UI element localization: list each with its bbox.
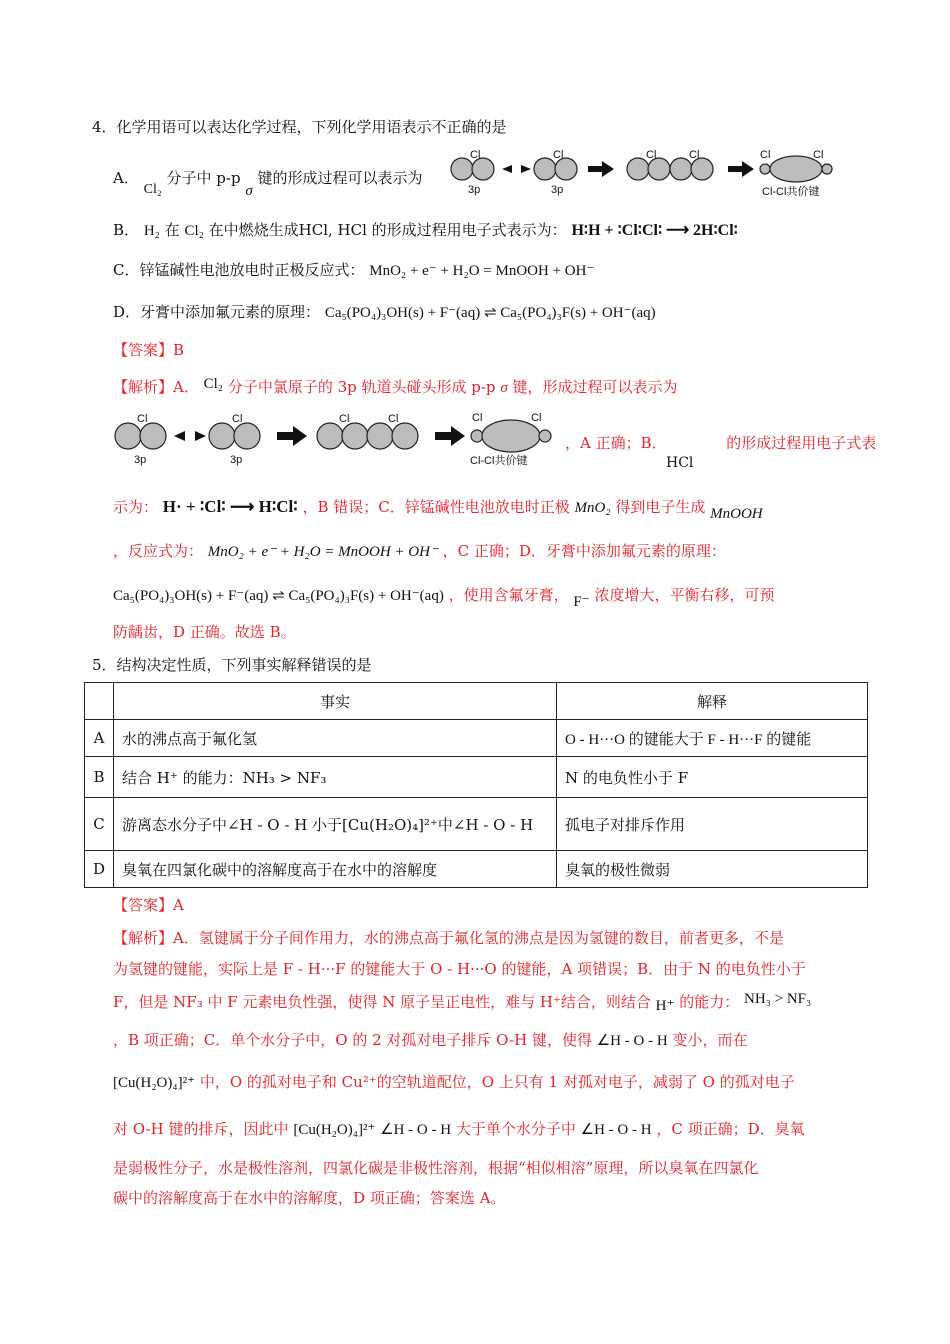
option-b-text2: 在中燃烧生成HCl, HCl 的形成过程用电子式表示为： (208, 221, 567, 239)
row-letter: C (85, 798, 114, 851)
a3-nh3-nf3: NH₃ > NF₃ (743, 991, 812, 1007)
facts-table (84, 682, 868, 888)
table-header-empty (85, 683, 114, 720)
arrow-2 (728, 161, 754, 177)
right-3p-orbital (534, 149, 577, 196)
analysis-orbital-diagram (112, 406, 562, 468)
a-cl-1: Cl (137, 413, 148, 425)
analysis-f-ion: F⁻ (573, 594, 590, 610)
a5-complex: [Cu(H₂O)₄]²⁺ (113, 1075, 196, 1091)
q4-option-b (113, 220, 738, 241)
cl2-formula: Cl₂ (143, 182, 162, 197)
q4-analysis-line1 (113, 377, 678, 398)
a-cl-2: Cl (232, 413, 243, 425)
option-c-label: C．锌锰碱性电池放电时正极反应式： (113, 261, 365, 279)
analysis-5a: ，使用含氟牙膏， (448, 586, 569, 604)
overlap-orbitals (627, 149, 713, 180)
analysis-3a: 示为： (113, 498, 159, 516)
a-sigma (470, 412, 551, 467)
row-fact: 结合 H⁺ 的能力：NH₃ > NF₃ (114, 757, 557, 798)
table-header-row (85, 683, 868, 720)
a-3p-1: 3p (134, 454, 147, 466)
q4-analysis-line2 (565, 433, 876, 453)
table-header-reason: 解释 (557, 683, 868, 720)
option-a-text2: 键的形成过程可以表示为 (257, 169, 423, 187)
q5-stem: 5．结构决定性质，下列事实解释错误的是 (92, 656, 372, 674)
analysis-2a: ，A 正确；B． (565, 434, 667, 452)
q5-analysis-line4 (113, 1030, 747, 1051)
q4-option-d (113, 302, 656, 323)
arrows-approach (502, 165, 531, 173)
sigma-symbol: σ (245, 183, 253, 199)
option-d-label: D．牙膏中添加氟元素的原理： (113, 303, 321, 321)
cl-label: Cl (470, 149, 481, 161)
sigma-bond-orbital (760, 149, 832, 198)
option-b-label: B． (113, 221, 140, 239)
analysis-4b: ，C 正确；D．牙膏中添加氟元素的原理： (442, 542, 726, 560)
a-cl-4: Cl (388, 413, 399, 425)
a6a: 对 O-H 键的排斥，因此中 (113, 1120, 289, 1138)
cl2-formula-b: Cl₂ (184, 223, 204, 239)
a6f: ，C 项正确；D．臭氧 (656, 1120, 805, 1138)
table-row (85, 798, 868, 851)
q5-analysis-line5 (113, 1072, 795, 1093)
q4-analysis-line6: 防龋齿，D 正确。故选 B。 (113, 623, 296, 641)
left-3p-orbital (451, 149, 494, 196)
analysis-equation-c: MnO₂ + e⁻ + H₂O = MnOOH + OH⁻ (207, 544, 438, 560)
row-letter: B (85, 757, 114, 798)
cl-label-2: Cl (553, 149, 564, 161)
orbital-label-2: 3p (551, 184, 564, 196)
q4-option-c (113, 260, 594, 281)
row-letter: A (85, 720, 114, 757)
q5-analysis-line1: 【解析】A．氢键属于分子间作用力，水的沸点高于氟化氢的沸点是因为氢键的数目，前者更多，不是 (113, 929, 784, 947)
analysis-3b: ，B 错误；C．锌锰碱性电池放电时正极 (302, 498, 570, 516)
analysis-1c: 分子中氯原子的 3p 轨道头碰头形成 p-p (227, 378, 496, 396)
a-bond-label: Cl-Cl共价键 (470, 455, 528, 467)
analysis-5c: 浓度增大，平衡右移，可预 (594, 586, 775, 604)
row-reason: 孤电子对排斥作用 (557, 798, 868, 851)
q5-analysis-line2: 为氢键的键能，实际上是 F - H···F 的键能大于 O - H···O 的键能，A 项错误；B．由于 N 的电负性小于 (113, 960, 806, 978)
q4-analysis-line5 (113, 585, 775, 610)
a3a: F，但是 NF₃ 中 F 元素电负性强，使得 N 原子呈正电性，难与 H⁺结合，则结合 (113, 993, 651, 1011)
analysis-hcl: HCl (666, 455, 694, 471)
electron-formula-b: H∶H + ∶Cl∶Cl∶ ⟶ 2H∶Cl∶ (571, 222, 738, 239)
analysis-1e: 键，形成过程可以表示为 (512, 378, 678, 396)
arrow-1 (588, 161, 614, 177)
row-fact: 臭氧在四氯化碳中的溶解度高于在水中的溶解度 (114, 851, 557, 888)
cl-label-3: Cl (646, 149, 657, 161)
row-fact: 水的沸点高于氟化氢 (114, 720, 557, 757)
q5-answer: 【答案】A (113, 896, 184, 914)
orbital-label: 3p (468, 184, 481, 196)
row-fact: 游离态水分子中∠H - O - H 小于[Cu(H₂O)₄]²⁺中∠H - O - H (114, 798, 557, 851)
a-3p-2: 3p (230, 454, 243, 466)
cl-label-4: Cl (689, 149, 700, 161)
table-header-fact: 事实 (114, 683, 557, 720)
analysis-sigma: σ (500, 380, 508, 396)
option-b-text1: 在 (164, 221, 180, 239)
a4-angle: ∠H - O - H (596, 1033, 668, 1049)
option-a-text: 分子中 p-p (166, 169, 241, 187)
orbital-overlap-diagram (448, 145, 833, 200)
q4-analysis-line4 (113, 541, 726, 562)
a4c: 变小，而在 (672, 1031, 748, 1049)
a4a: ，B 项正确；C．单个水分子中，O 的 2 对孤对电子排斥 O-H 键，使得 (113, 1031, 592, 1049)
analysis-electron-formula: H· + ∶Cl∶ ⟶ H∶Cl∶ (162, 497, 298, 516)
row-reason: 臭氧的极性微弱 (557, 851, 868, 888)
a-cl-3: Cl (339, 413, 350, 425)
a-cl-5: Cl (472, 412, 483, 424)
a6-angle-2: ∠H - O - H (580, 1122, 652, 1138)
table-row (85, 757, 868, 798)
h2-formula: H₂ (143, 223, 160, 239)
q5-analysis-line7: 是弱极性分子，水是极性溶剂，四氯化碳是非极性溶剂，根据“相似相溶”原理，所以臭氧在四氯化 (113, 1159, 759, 1177)
row-reason: O - H···O 的键能大于 F - H···F 的键能 (557, 720, 868, 757)
a5b: 中，O 的孤对电子和 Cu²⁺的空轨道配位，O 上只有 1 对孤对电子，减弱了 O 的孤对电子 (199, 1073, 795, 1091)
analysis-2b: 的形成过程用电子式表 (726, 434, 877, 452)
analysis-equation-d: Ca₅(PO₄)₃OH(s) + F⁻(aq) ⇌ Ca₅(PO₄)₃F(s) + OH⁻(aq) (113, 588, 444, 604)
cl-label-6: Cl (813, 149, 824, 161)
q5-analysis-line3 (113, 992, 811, 1013)
q5-analysis-line8: 碳中的溶解度高于在水中的溶解度，D 项正确；答案选 A。 (113, 1189, 506, 1207)
analysis-mno2: MnO₂ (574, 500, 611, 516)
q5-analysis-line6 (113, 1119, 805, 1140)
row-reason: N 的电负性小于 F (557, 757, 868, 798)
a6d: 大于单个水分子中 (455, 1120, 576, 1138)
bond-label: Cl-Cl共价键 (762, 186, 820, 198)
option-a-label: A． (113, 169, 139, 187)
q4-stem: 4．化学用语可以表达化学过程，下列化学用语表示不正确的是 (92, 118, 507, 136)
analysis-1a: 【解析】A． (113, 378, 199, 396)
a-overlap (317, 413, 418, 449)
analysis-4a: ，反应式为： (113, 542, 204, 560)
table-row (85, 851, 868, 888)
q4-option-a (113, 168, 423, 199)
analysis-cl2: Cl₂ (203, 376, 224, 392)
analysis-mnooh: MnOOH (710, 506, 763, 522)
a3c: 的能力： (679, 993, 740, 1011)
equation-d: Ca₅(PO₄)₃OH(s) + F⁻(aq) ⇌ Ca₅(PO₄)₃F(s) + OH⁻(aq) (324, 305, 656, 321)
a-left-orbital (115, 413, 166, 466)
equation-c: MnO₂ + e⁻ + H₂O = MnOOH + OH⁻ (369, 263, 595, 279)
a3-h-ion: H⁺ (655, 998, 675, 1014)
a6-complex: [Cu(H₂O)₄]²⁺ (293, 1122, 376, 1138)
table-row (85, 720, 868, 757)
a-right-orbital (209, 413, 260, 466)
analysis-3d: 得到电子生成 (615, 498, 706, 516)
q4-analysis-line3 (113, 497, 763, 522)
row-letter: D (85, 851, 114, 888)
q4-answer: 【答案】B (113, 341, 185, 359)
a-cl-6: Cl (531, 412, 542, 424)
cl-label-5: Cl (760, 149, 771, 161)
a6-angle-1: ∠H - O - H (380, 1122, 452, 1138)
